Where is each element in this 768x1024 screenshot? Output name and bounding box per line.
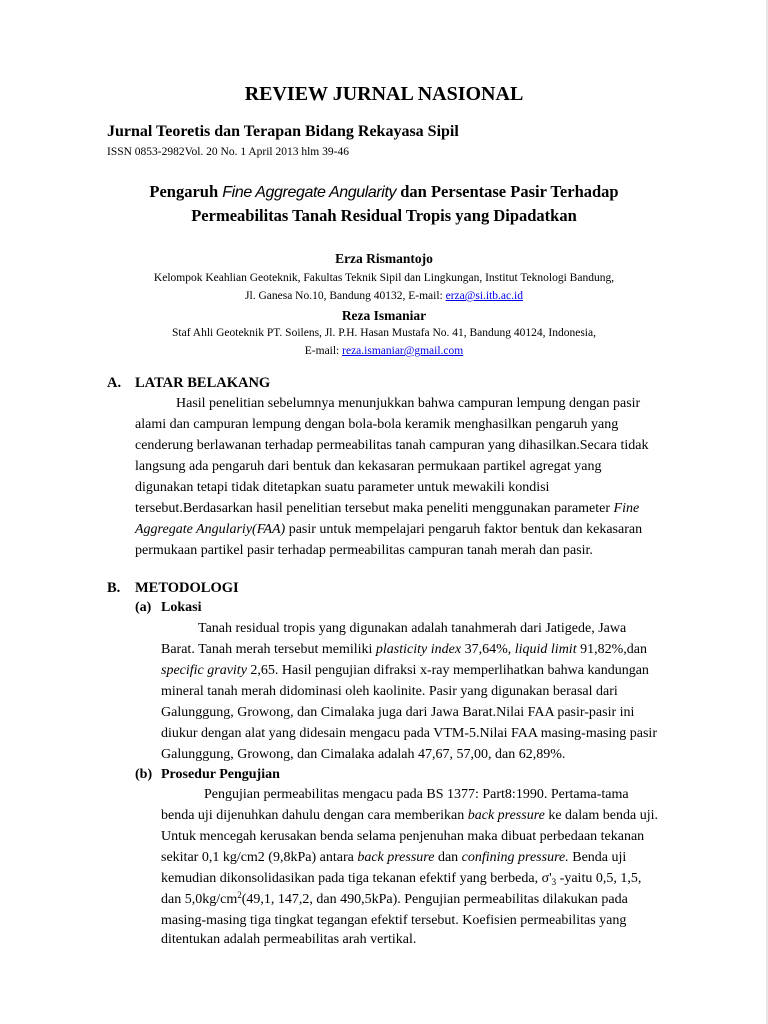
author-name: Erza Rismantojo: [335, 251, 433, 266]
subsection-b-label: (b): [135, 767, 153, 782]
text-run: Benda uji: [568, 850, 627, 865]
text-run: -yaitu 0,5, 1,5,: [556, 871, 642, 886]
paragraph-line: [135, 523, 642, 537]
text-run-italic: Fine: [613, 501, 640, 516]
text-run: Barat. Tanah merah tersebut memiliki: [161, 642, 376, 657]
paragraph-line: Tanah residual tropis yang digunakan adalah tanahmerah dari Jatigede, Jawa: [198, 621, 627, 636]
paragraph-line: ditentukan adalah permeabilitas arah vertikal.: [161, 932, 417, 947]
section-a-heading: LATAR BELAKANG: [135, 375, 271, 391]
paragraph-line: [161, 890, 628, 907]
paragraph-line: alami dan campuran lempung dengan bola-bola keramik menghasilkan pengaruh yang: [135, 417, 619, 432]
text-run: ke dalam benda uji.: [544, 808, 658, 823]
paragraph-line: [161, 872, 641, 886]
text-run: pasir untuk mempelajari pengaruh faktor bentuk dan kekasaran: [285, 522, 643, 537]
text-run: (49,1, 147,2, dan 490,5kPa). Pengujian permeabilitas dilakukan pada: [241, 892, 628, 907]
paragraph-line: diukur dengan alat yang didesain mengacu pada VTM-5.Nilai FAA masing-masing pasir: [161, 726, 657, 741]
text-run-italic: Aggregate Angulariy(FAA): [135, 522, 286, 537]
paragraph-line: permukaan partikel pasir terhadap permeabilitas campuran tanah merah dan pasir.: [135, 543, 593, 558]
section-b-label: B.: [107, 580, 121, 596]
paragraph-line: masing-masing tiga tingkat tegangan efektif tersebut. Koefisien permeabilitas yang: [161, 913, 627, 928]
subsection-b-heading: Prosedur Pengujian: [161, 767, 280, 782]
text-run: sekitar 0,1 kg/cm2 (9,8kPa) antara: [161, 850, 358, 865]
text-run: kemudian dikonsolidasikan pada tiga tekanan efektif yang berbeda, σ': [161, 871, 552, 886]
section-a-label: A.: [107, 375, 122, 391]
author-name: Reza Ismaniar: [341, 308, 427, 323]
text-run-italic: specific gravity: [161, 663, 247, 678]
paragraph-line: digunakan tetapi tidak ditetapkan suatu parameter untuk mewakili kondisi: [135, 480, 550, 495]
subsection-a-label: (a): [135, 600, 152, 615]
email-label: Jl. Ganesa No.10, Bandung 40132, E-mail:: [245, 290, 446, 302]
paper-title-line2: Permeabilitas Tanah Residual Tropis yang Dipadatkan: [191, 206, 577, 225]
email-link[interactable]: reza.ismaniar@gmail.com: [342, 345, 464, 357]
author-affiliation: Staf Ahli Geoteknik PT. Soilens, Jl. P.H. Hasan Mustafa No. 41, Bandung 40124, Indonesia,: [172, 327, 596, 339]
email-link[interactable]: erza@si.itb.ac.id: [445, 290, 523, 302]
text-run: dan: [434, 850, 462, 865]
text-run-italic: back pressure: [357, 850, 435, 865]
text-run-italic: back pressure: [467, 808, 545, 823]
text-run: 91,82%,dan: [576, 642, 647, 657]
text-run: 37,64%,: [461, 642, 515, 657]
text-run: benda uji dijenuhkan dahulu dengan cara memberikan: [161, 808, 468, 823]
subsection-a-heading: Lokasi: [161, 600, 202, 615]
paper-title-part1: Pengaruh: [149, 182, 223, 201]
paragraph-line: Pengujian permeabilitas mengacu pada BS 1377: Part8:1990. Pertama-tama: [204, 787, 629, 802]
subscript: 3: [551, 877, 557, 887]
paragraph-line: Galunggung, Growong, dan Cimalaka adalah 47,67, 57,00, dan 62,89%.: [161, 747, 566, 762]
email-label: E-mail:: [304, 345, 343, 357]
paragraph-line: Galunggung, Growong, dan Cimalaka juga dari Jawa Barat.Nilai FAA pasir-pasir ini: [161, 705, 635, 720]
paragraph-line: [161, 643, 647, 657]
issn-line: ISSN 0853-2982Vol. 20 No. 1 April 2013 hlm 39-46: [107, 146, 349, 158]
author-contact: [0, 346, 768, 358]
paragraph-line: [161, 664, 649, 678]
superscript: 2: [237, 890, 242, 900]
text-run-italic: confining pressure.: [461, 850, 569, 865]
text-run: tersebut.Berdasarkan hasil penelitian tersebut maka peneliti menggunakan parameter: [135, 501, 614, 516]
paragraph-line: langsung ada pengaruh dari bentuk dan kekasaran permukaan partikel agregat yang: [135, 459, 602, 474]
paper-title-line1: [0, 184, 768, 201]
text-run-italic: plasticity index: [375, 642, 462, 657]
paragraph-line: [135, 502, 639, 516]
paragraph-line: [161, 809, 658, 823]
section-b-heading: METODOLOGI: [135, 580, 239, 596]
paragraph-line: Hasil penelitian sebelumnya menunjukkan bahwa campuran lempung dengan pasir: [176, 396, 641, 411]
journal-name: Jurnal Teoretis dan Terapan Bidang Rekayasa Sipil: [107, 123, 459, 140]
text-run: dan 5,0kg/cm: [161, 892, 238, 907]
paragraph-line: cenderung berlawanan terhadap permeabilitas tanah campuran yang dihasilkan.Secara tidak: [135, 438, 649, 453]
paper-title-italic: Fine Aggregate Angularity: [222, 184, 397, 201]
author-affiliation: Kelompok Keahlian Geoteknik, Fakultas Teknik Sipil dan Lingkungan, Institut Teknologi Bandung,: [153, 272, 615, 284]
review-title: REVIEW JURNAL NASIONAL: [244, 83, 524, 105]
paragraph-line: [161, 851, 626, 865]
text-run: 2,65. Hasil pengujian difraksi x-ray memperlihatkan bahwa kandungan: [246, 663, 649, 678]
paragraph-line: Untuk mencegah kerusakan benda selama penjenuhan maka dibuat perbedaan tekanan: [161, 829, 645, 844]
author-contact: [0, 291, 768, 303]
paragraph-line: mineral tanah merah didominasi oleh kaolinite. Pasir yang digunakan berasal dari: [161, 684, 618, 699]
paper-title-part2: dan Persentase Pasir Terhadap: [396, 182, 619, 201]
text-run-italic: liquid limit: [514, 642, 577, 657]
